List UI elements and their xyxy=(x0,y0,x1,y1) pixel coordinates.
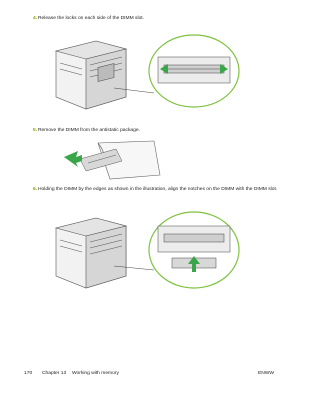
printer-illustration xyxy=(56,218,126,288)
locale-code: ENWW xyxy=(258,371,275,376)
step-6 xyxy=(33,186,278,193)
step-5 xyxy=(33,127,278,134)
step-number: 4. xyxy=(33,16,38,21)
arrow-icon xyxy=(64,151,82,167)
dimm-slot-closeup xyxy=(158,57,230,83)
chapter-label: Chapter 13 xyxy=(42,371,67,376)
step-number: 6. xyxy=(33,187,38,192)
step-text: Remove the DIMM from the antistatic package. xyxy=(38,128,140,133)
printer-illustration xyxy=(56,41,126,109)
page-number: 170 xyxy=(24,371,33,376)
step-text: Holding the DIMM by the edges as shown in the illustration, align the notches on the DIMM with the DIMM slot. xyxy=(38,187,278,192)
figure-remove-dimm-from-package xyxy=(58,137,168,182)
step-text: Release the locks on each side of the DIMM slot. xyxy=(38,16,145,21)
step-4 xyxy=(33,15,278,22)
step-number: 5. xyxy=(33,128,38,133)
figure-align-dimm xyxy=(44,208,244,303)
figure-release-dimm-locks xyxy=(44,33,244,123)
section-title: Working with memory xyxy=(72,371,119,376)
